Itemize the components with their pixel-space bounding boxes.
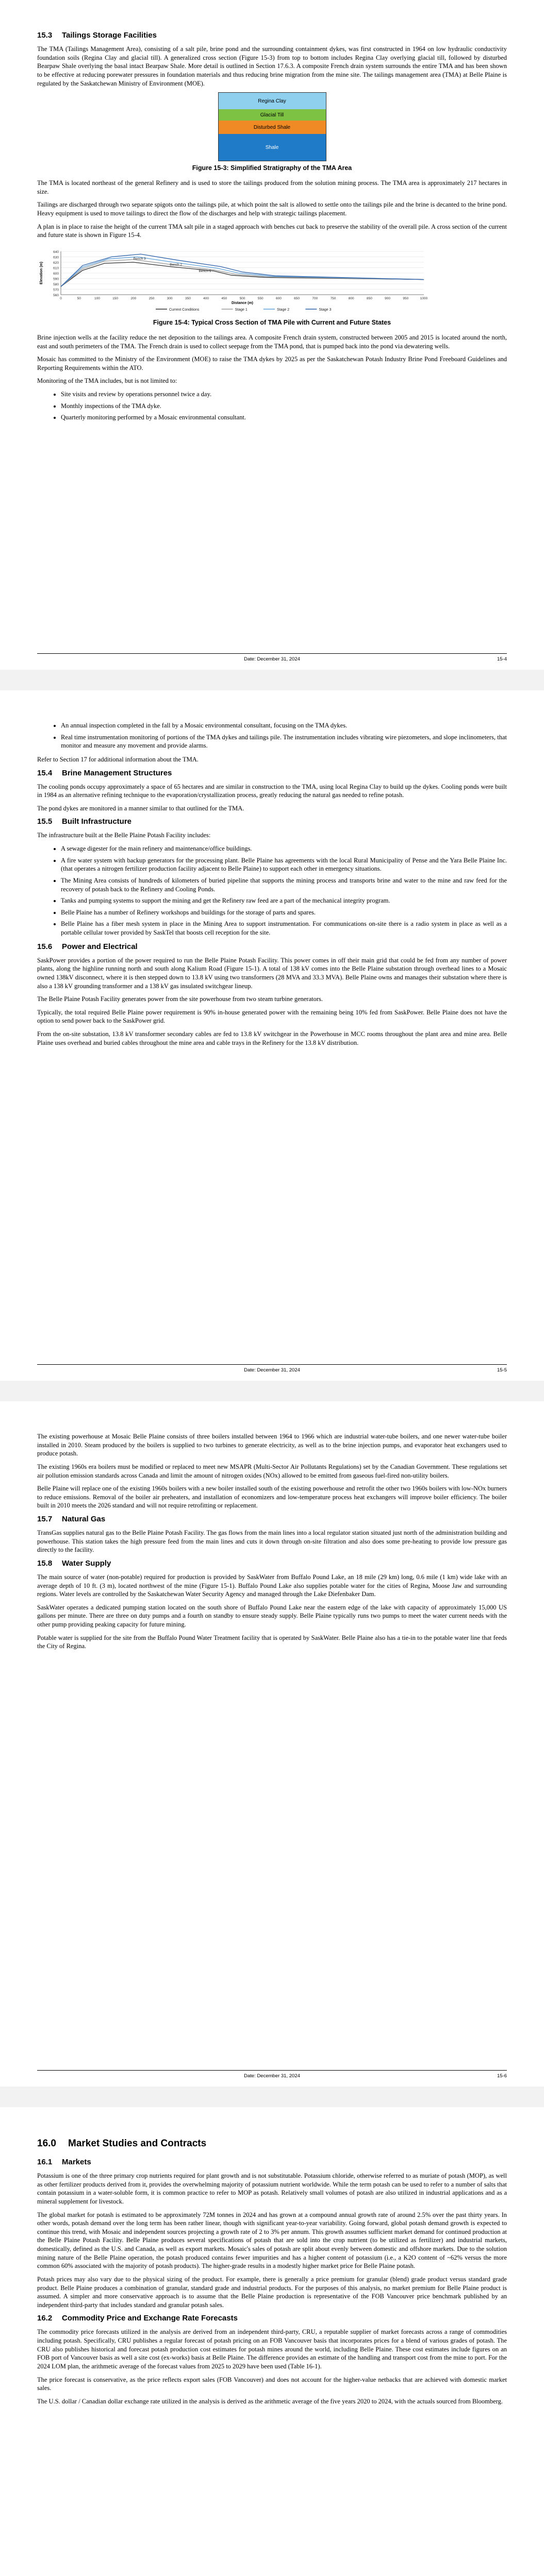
page-content <box>37 31 507 427</box>
page-16-1 <box>0 2107 544 2576</box>
y-tick-label: 600 <box>53 272 59 276</box>
paragraph: Mosaic has committed to the Ministry of the Environment (MOE) to raise the TMA dykes by 2025 as per the Saskatchewan Potash Industry Brine Pond Freeboard Guidelines and Reporting Requirements within the ATO. <box>37 355 507 371</box>
x-tick-label: 50 <box>77 296 81 300</box>
paragraph: The pond dykes are monitored in a manner similar to that outlined for the TMA. <box>37 804 244 812</box>
x-tick-label: 300 <box>167 296 173 300</box>
footer-date: Date: December 31, 2024 <box>244 1367 300 1373</box>
paragraph: The commodity price forecasts utilized in the analysis are derived from an independent third-party, CRU, a reputable supplier of market forecasts across a range of commodities including potash. Specifically, CRU publishes a regular forecast of potash pricing on an FOB Vancouver basis that incorporates prices for a blend of various grades of potash. The CRU also publishes historical and forecast potash production cost estimates for potash mines around the world, including Belle Plaine. These cost estimates include figures on an FOB port of Vancouver basis as well a site cost (ex-works) basis at Belle Plaine. The difference provides an estimate of the handling and transport cost from the mine to port. For the 2024 LOM plan, the arithmetic average of the forecast values from 2025 to 2029 have been used (Table 16-1). <box>37 2328 507 2370</box>
figure-caption: Figure 15-3: Simplified Stratigraphy of the TMA Area <box>192 164 352 172</box>
x-tick-label: 950 <box>403 296 409 300</box>
list-item: • Belle Plaine has a number of Refinery workshops and buildings for the storage of parts and spares. <box>61 908 507 917</box>
y-tick-label: 620 <box>53 261 59 265</box>
page-footer <box>37 2070 507 2080</box>
paragraph: The Belle Plaine Potash Facility generates power from the site powerhouse from two steam turbine generators. <box>37 995 323 1003</box>
figure-caption: Figure 15-4: Typical Cross Section of TMA Pile with Current and Future States <box>153 318 391 326</box>
x-tick-label: 350 <box>185 296 191 300</box>
y-tick-label: 580 <box>53 282 59 286</box>
y-tick-label: 630 <box>53 256 59 260</box>
paragraph: The existing powerhouse at Mosaic Belle Plaine consists of three boilers installed between 1964 to 1966 which are industrial water-tube boilers, and one newer water-tube boiler installed in 2010. Steam produced by the boilers is supplied to two turbines to generate electricity, as well as to the brine injection pumps, and evaporator heat exchangers used to produce potash. <box>37 1433 507 1458</box>
paragraph: The U.S. dollar / Canadian dollar exchange rate utilized in the analysis is derived as the arithmetic average of the five years 2020 to 2024, with the actuals sourced from Bloomberg. <box>37 2397 503 2405</box>
list-item: • The Mining Area consists of hundreds of kilometers of buried pipeline that supports the mining process and transports brine and water to the mine and raw feed for the recovery of potash back to the Refinery and Cooling Ponds. <box>61 876 507 893</box>
paragraph: Potable water is supplied for the site from the Buffalo Pound Water Treatment facility that is operated by SaskWater. Belle Plaine also has a tie-in to the potable water line that feeds the City of Regina. <box>37 1634 507 1650</box>
y-tick-label: 640 <box>53 250 59 254</box>
series-line <box>61 254 424 286</box>
page-15-5 <box>0 690 544 1381</box>
x-tick-label: 100 <box>94 296 100 300</box>
tma-cross-section-chart <box>37 247 429 313</box>
x-tick-label: 800 <box>348 296 354 300</box>
paragraph: Brine injection wells at the facility reduce the net deposition to the tailings area. A composite French drain system, constructed between 2005 and 2015 is located around the north, east and south perimeters of the TMA. The French drain is used to collect seepage from the TMA pond, that is pumped back into the pond via dewatering wells. <box>37 333 507 350</box>
paragraph: Belle Plaine will replace one of the existing 1960s boilers with a new boiler installed south of the existing powerhouse and retrofit the other two 1960s boilers with low-NOx burners to reduce emissions. Removal of the boiler air preheaters, and installation of economizers and low-temperature process heat exchangers will improve boiler efficiency. The boiler built in 2010 meets the 2026 standard and will not require retrofitting or replacement. <box>37 1485 507 1510</box>
paragraph: The infrastructure built at the Belle Plaine Potash Facility includes: <box>37 832 211 839</box>
annotation-label: Bench 2 <box>170 263 183 267</box>
annotation-label: Bench 1 <box>199 269 211 273</box>
strat-layer-regina-clay: Regina Clay <box>219 93 326 109</box>
list-item: • Belle Plaine has a fiber mesh system in place in the Mining Area to support instrumentation. For communications on-site there is a radio system in place as well as a portable cellular tower provided by SaskTel that boosts cell reception for the site. <box>61 920 507 937</box>
paragraph: Typically, the total required Belle Plaine power requirement is 90% in-house generated power with the remaining being 10% fed from SaskPower. Belle Plaine does not have the option to send power back to the SaskPower grid. <box>37 1008 507 1025</box>
list-item: • An annual inspection completed in the fall by a Mosaic environmental consultant, focusing on the TMA dykes. <box>61 721 507 730</box>
section-heading: 16.1 Markets <box>37 2158 91 2166</box>
chapter-heading: 16.0 Market Studies and Contracts <box>37 2138 207 2149</box>
x-tick-label: 250 <box>149 296 155 300</box>
paragraph: SaskWater operates a dedicated pumping station located on the south shore of Buffalo Pound Lake near the eastern edge of the lake with capacity of approximately 15,000 US gallons per minute. There are three on duty pumps and a fourth on standby to ensure steady supply. Belle Plaine typically runs two pumps to meet the water current needs with the other pump providing peaking capacity for future mining. <box>37 1603 507 1628</box>
x-tick-label: 200 <box>130 296 137 300</box>
section-heading: 15.4 Brine Management Structures <box>37 768 172 777</box>
x-tick-label: 500 <box>239 296 245 300</box>
list-item: • Monthly inspections of the TMA dyke. <box>61 402 507 411</box>
section-heading: 15.6 Power and Electrical <box>37 942 138 951</box>
footer-date: Date: December 31, 2024 <box>244 656 300 662</box>
x-tick-label: 900 <box>385 296 391 300</box>
section-heading: 15.8 Water Supply <box>37 1558 111 1568</box>
x-axis-label: Distance (m) <box>231 301 254 305</box>
annotation-label: Bench 3 <box>133 257 146 261</box>
legend-entry: Current Conditions <box>169 308 200 312</box>
section-heading: 15.3 Tailings Storage Facilities <box>37 31 157 40</box>
paragraph: The price forecast is conservative, as the price reflects export sales (FOB Vancouver) and does not account for the higher-value netbacks that are achieved with domestic market sales. <box>37 2376 507 2392</box>
y-axis-label: Elevation (m) <box>40 261 43 284</box>
list-item: • A sewage digester for the main refinery and maintenance/office buildings. <box>61 844 507 853</box>
page-gap <box>0 670 544 690</box>
page-gap <box>0 2087 544 2107</box>
paragraph: Potassium is one of the three primary crop nutrients required for plant growth and is not substitutable. Potassium chloride, otherwise referred to as muriate of potash (MOP), as well as other fertilizer products derived from it, provides the overwhelming majority of potassium nutrient worldwide. While the term potash can be used to refer to a number of salts that contain potassium in a water-soluble form, it is common practice to refer to MOP as potash. Relatively small volumes of potash are also utilized in industrial applications and as a mineral supplement for livestock. <box>37 2172 507 2205</box>
stratigraphy-figure <box>218 92 326 161</box>
page-footer <box>37 1364 507 1375</box>
x-tick-label: 1000 <box>420 296 428 300</box>
y-tick-label: 590 <box>53 277 59 281</box>
x-tick-label: 0 <box>60 296 62 300</box>
paragraph: A plan is in place to raise the height of the current TMA salt pile in a staged approach with benches cut back to preserve the stability of the overall pile. A cross section of the current and future state is shown in Figure 15-4. <box>37 223 507 239</box>
footer-page-number: 15-5 <box>497 1367 507 1373</box>
footer-date: Date: December 31, 2024 <box>244 2073 300 2079</box>
strat-layer-glacial-till: Glacial Till <box>219 109 326 121</box>
page-content <box>37 1432 507 1655</box>
footer-page-number: 15-4 <box>497 656 507 662</box>
x-tick-label: 650 <box>294 296 300 300</box>
y-tick-label: 570 <box>53 288 59 292</box>
paragraph: Refer to Section 17 for additional information about the TMA. <box>37 755 199 763</box>
strat-layer-disturbed-shale: Disturbed Shale <box>219 121 326 134</box>
section-heading: 16.2 Commodity Price and Exchange Rate Forecasts <box>37 2314 238 2323</box>
x-tick-label: 750 <box>330 296 336 300</box>
x-tick-label: 850 <box>366 296 372 300</box>
paragraph: The existing 1960s era boilers must be modified or replaced to meet new MSAPR (Multi-Sector Air Pollutants Regulations) set by the Canadian Government. These regulations set air pollution emission standards across Canada and limit the amount of nitrogen oxides (NOx) allowed to be emitted from gaseous fuel-fired non-utility boilers. <box>37 1463 507 1479</box>
y-tick-label: 610 <box>53 266 59 270</box>
paragraph: The TMA (Tailings Management Area), consisting of a salt pile, brine pond and the surrounding containment dykes, was first constructed in 1964 on low hydraulic conductivity foundation soils (Regina Clay and glacial till). A generalized cross section (Figure 15-3) from top to bottom includes Regina Clay overlying glacial till, followed by disturbed Bearpaw Shale overlying the basal intact Bearpaw Shale. More detail is outlined in Section 17.6.3. A composite French drain system surrounds the entire TMA and has been shown to be effective at reducing porewater pressures in foundation materials and thus reducing brine migration from the mine site. The tailings management area (TMA) at Belle Plaine is regulated by the Saskatchewan Ministry of Environment (MOE). <box>37 45 507 87</box>
monitoring-list <box>37 390 507 422</box>
paragraph: Monitoring of the TMA includes, but is not limited to: <box>37 377 177 385</box>
paragraph: The main source of water (non-potable) required for production is provided by SaskWater from Buffalo Pound Lake, an 18 mile (29 km) long, 0.6 mile (1 km) wide lake with an average depth of 10 ft. (3 m), located northwest of the mine (Figure 15-1). Buffalo Pound Lake also supplies potable water for the cities of Regina, Moose Jaw and surrounding regions. Water levels are controlled by the Saskatchewan Water Security Agency and managed through the Lake Diefenbaker Dam. <box>37 1573 507 1598</box>
legend-entry: Stage 2 <box>277 308 290 312</box>
paragraph: SaskPower provides a portion of the power required to run the Belle Plaine Potash Facility. This power comes in off their main grid that could be fed from any number of power plants, along the highline running north and south along Kalium Road (Figure 15-1). A total of 138 kV comes into the Belle Plaine substation through overhead lines to a Mosaic owned 138kV disconnect, where it is then stepped down to 13.8 kV using two transformers (28 MVA and 33.3 MVA). Belle Plaine owns and manages their substation where there is also a 138 kV grounding transformer and a 138 kV gas insulated switchgear lineup. <box>37 956 507 990</box>
legend-entry: Stage 3 <box>319 308 332 312</box>
paragraph: TransGas supplies natural gas to the Belle Plaine Potash Facility. The gas flows from the main lines into a local regulator station situated just north of the administration building and powerhouse. This station takes the high pressure feed from the main lines and cuts it down through on-site filtration and also does some pre-heating to provide low pressure gas directly to the facility. <box>37 1529 507 1554</box>
page-15-6 <box>0 1401 544 2087</box>
page-15-4 <box>0 0 544 670</box>
section-heading: 15.5 Built Infrastructure <box>37 817 132 826</box>
list-item: • Tanks and pumping systems to support the mining and get the Refinery raw feed are a part of the mechanical integrity program. <box>61 896 507 905</box>
y-tick-label: 560 <box>53 293 59 297</box>
strat-layer-shale: Shale <box>219 134 326 161</box>
x-tick-label: 450 <box>221 296 227 300</box>
x-tick-label: 700 <box>312 296 318 300</box>
paragraph: The TMA is located northeast of the general Refinery and is used to store the tailings produced from the solution mining process. The TMA area is approximately 217 hectares in size. <box>37 179 507 195</box>
page-content <box>37 721 507 1052</box>
list-item: • Site visits and review by operations personnel twice a day. <box>61 390 507 399</box>
list-item: • Real time instrumentation monitoring of portions of the TMA dykes and tailings pile. The instrumentation includes vibrating wire piezometers, and slope inclinometers, that monitor and measure any movement and provide alarms. <box>61 733 507 750</box>
legend-entry: Stage 1 <box>235 308 248 312</box>
paragraph: From the on-site substation, 13.8 kV transformer secondary cables are fed to 13.8 kV switchgear in the Powerhouse in MCC rooms throughout the plant area and mine area. Belle Plaine uses overhead and buried cables throughout the mine area and cable trays in the Refinery for the 13.8 kV distribution. <box>37 1030 507 1046</box>
footer-page-number: 15-6 <box>497 2073 507 2079</box>
page-gap <box>0 1381 544 1401</box>
monitoring-list-continued <box>37 721 507 750</box>
page-content <box>37 2138 507 2410</box>
section-heading: 15.7 Natural Gas <box>37 1515 106 1523</box>
infrastructure-list <box>37 844 507 937</box>
list-item: • Quarterly monitoring performed by a Mosaic environmental consultant. <box>61 413 507 422</box>
page-footer <box>37 653 507 664</box>
paragraph: Tailings are discharged through two separate spigots onto the tailings pile, at which point the salt is allowed to settle onto the tailings pile and the brine is decanted to the brine pond. Heavy equipment is used to move tailings to direct the flow of the discharges and help with strategic tailings placement. <box>37 201 507 217</box>
paragraph: Potash prices may also vary due to the physical sizing of the product. For example, there is generally a price premium for granular (blend) grade product versus standard grade product. Belle Plaine produces a combination of granular, standard grade and industrial products. For the purposes of this analysis, no market premium for Belle Plaine product is assumed. A simpler and more conservative approach is to assume that the Belle Plaine production is representative of the FOB Vancouver price benchmark published by an independent third-party that includes standard and granular potash sales. <box>37 2275 507 2309</box>
x-tick-label: 150 <box>112 296 119 300</box>
paragraph: The cooling ponds occupy approximately a space of 65 hectares and are similar in construction to the TMA, using local Regina Clay to build up the dykes. Cooling ponds were built in 1984 as an alternative refining technique to the evaporation/crystallization process, greatly reducing the natural gas needed to refine potash. <box>37 783 507 799</box>
x-tick-label: 600 <box>275 296 282 300</box>
list-item: • A fire water system with backup generators for the processing plant. Belle Plaine has agreements with the local Rural Municipality of Pense and the Yara Belle Plaine Inc. (that operates a nitrogen fertilizer production facility adjacent to Belle Plaine) to support each other in emergency situations. <box>61 856 507 873</box>
x-tick-label: 550 <box>257 296 263 300</box>
x-tick-label: 400 <box>203 296 209 300</box>
paragraph: The global market for potash is estimated to be approximately 72M tonnes in 2024 and has grown at a compound annual growth rate of around 2.5% over the past thirty years. In other words, potash demand over the long term has been rather linear, though with significant year-to-year variability. Going forward, global potash demand growth is expected to continue this trend, with Mosaic and independent sources projecting a growth rate of 2 to 3% per annum. This growth assumes sufficient market demand for continued production at the Belle Plaine Potash Facility. Belle Plaine produces several specifications of potash that are sold into the crop nutrient (to be utilized as fertilizer) and industrial markets, domestically, defined as the U.S. and Canada, as well as export markets. Mosaic's sales of potash are split about evenly between domestic and offshore markets. Due to the solution mining nature of the Belle Plaine operation, the potash produced contains fewer impurities and has a higher content of potassium (i.e., a K2O content of ~62% versus the more common 60% associated with the majority of potash products). The higher-grade results in a modestly higher market price for Belle Plaine potash. <box>37 2211 507 2270</box>
